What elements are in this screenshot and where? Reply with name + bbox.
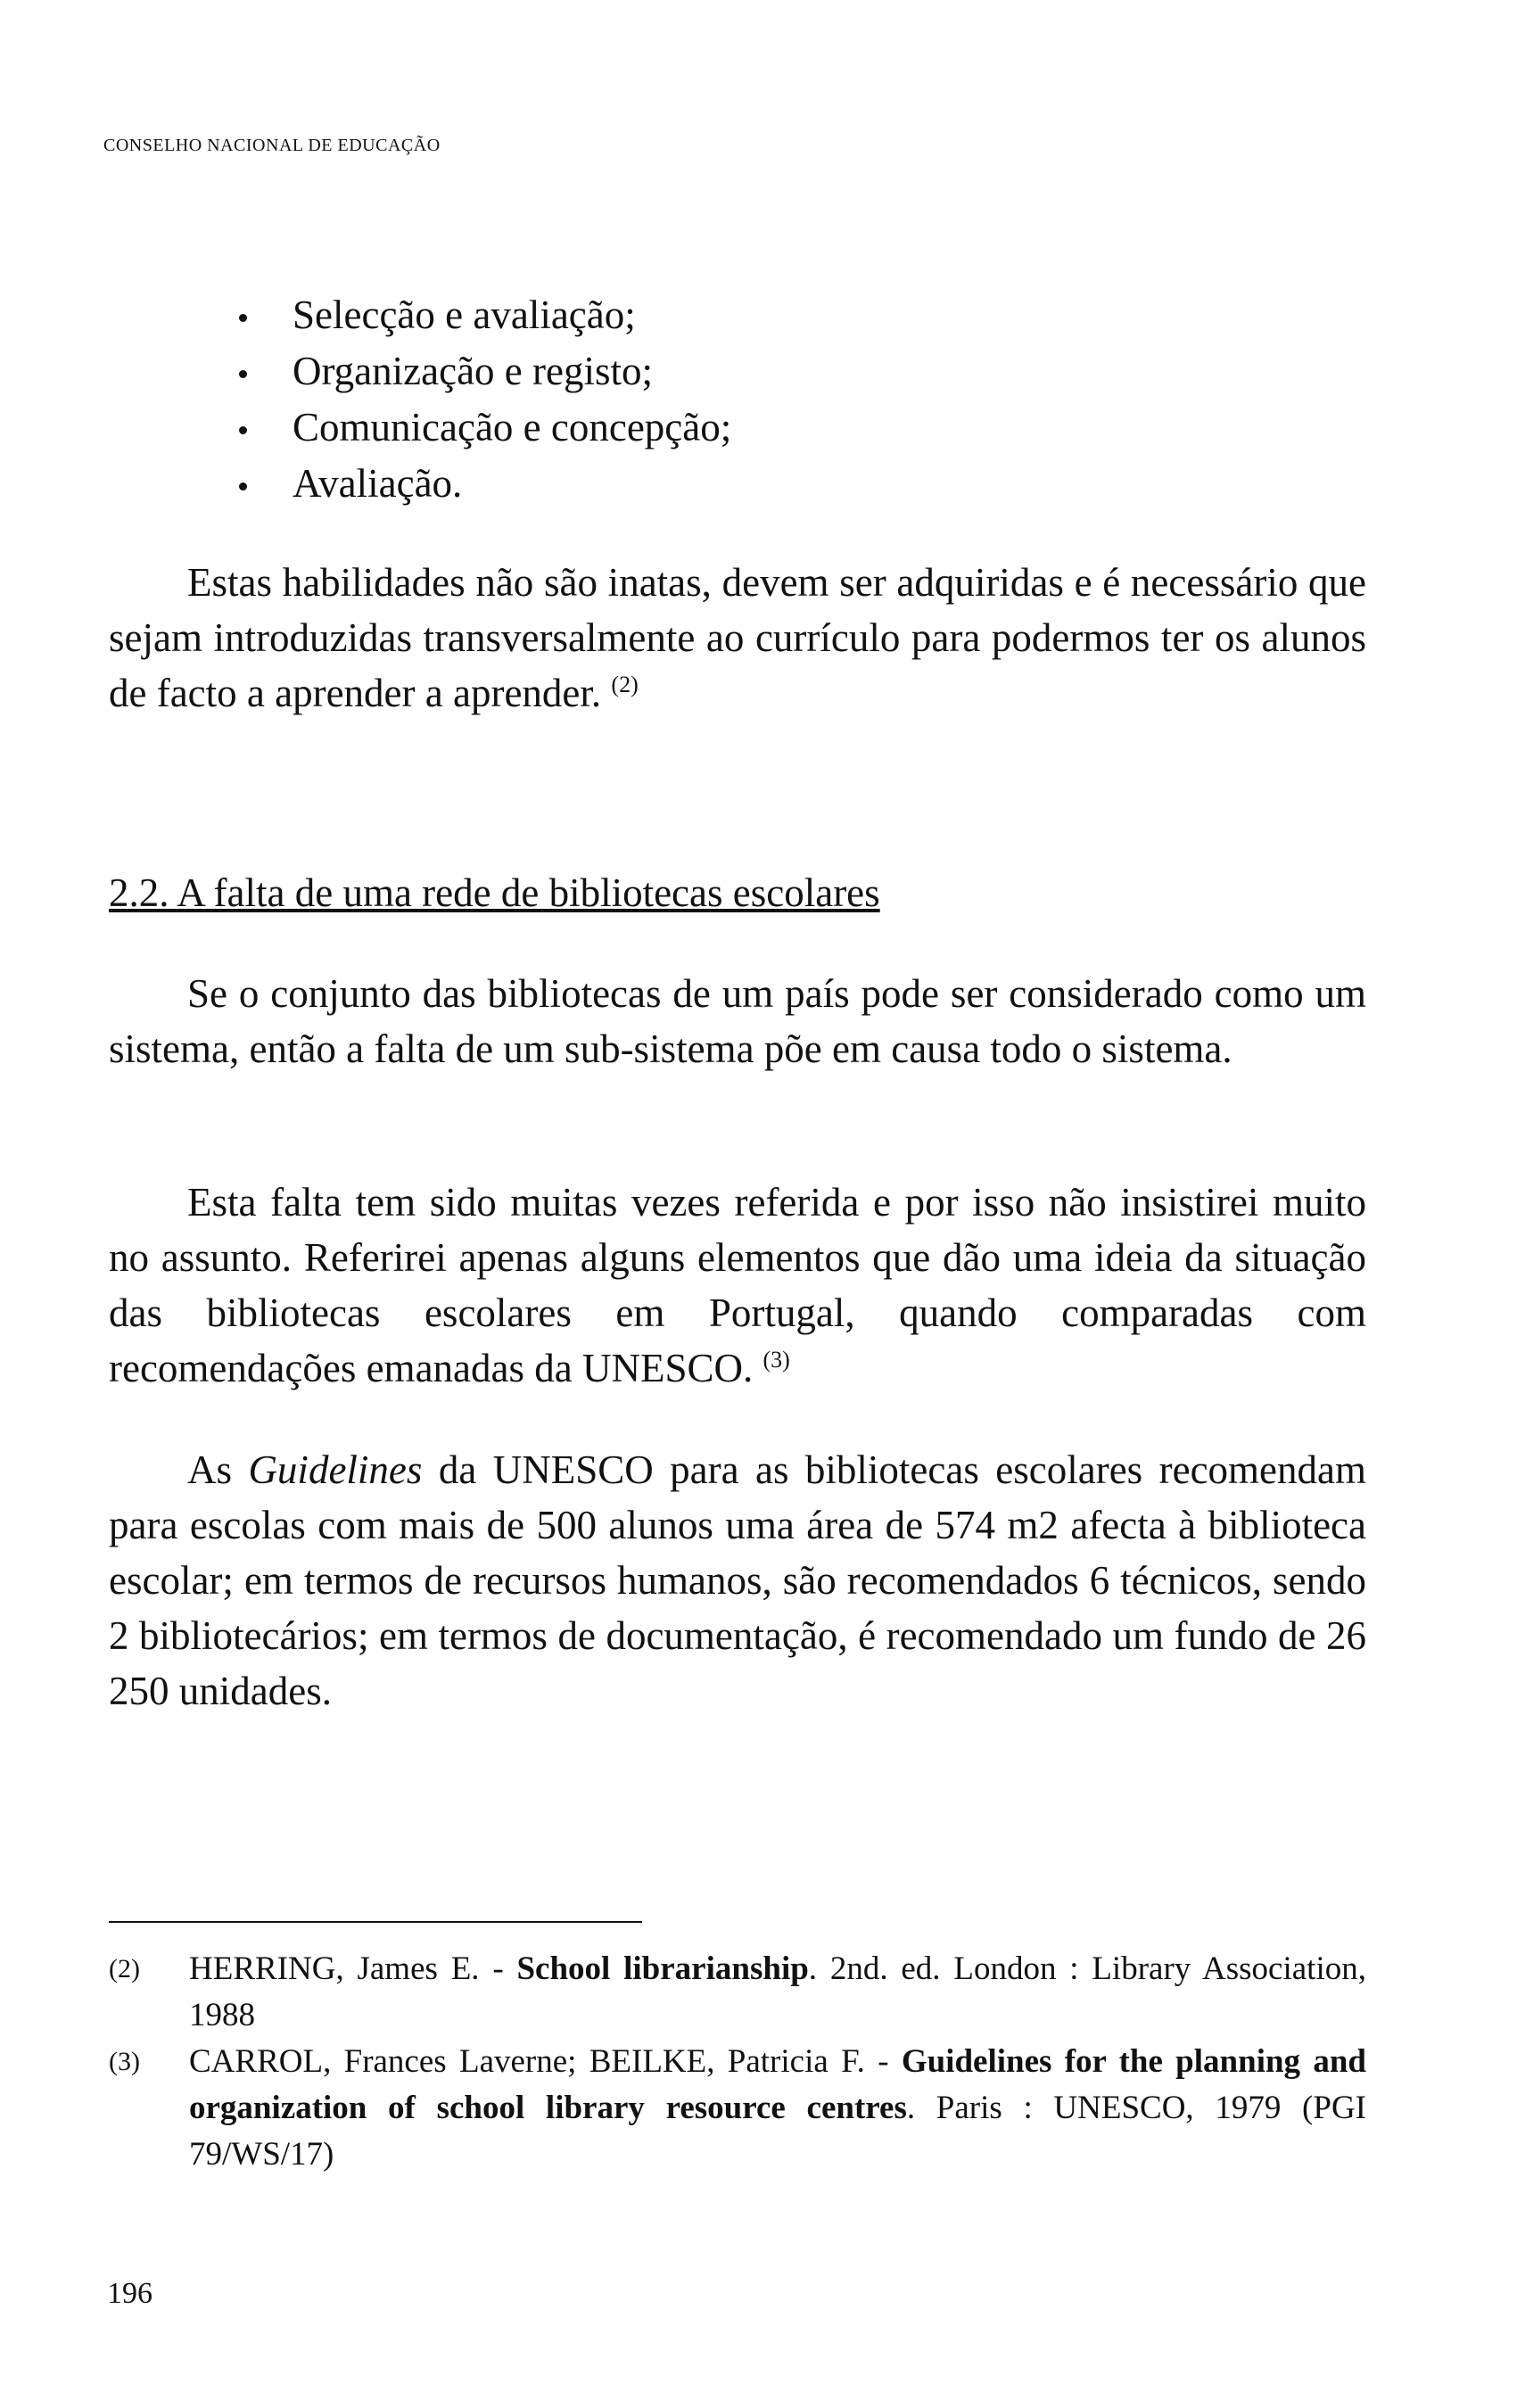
footnote-divider — [109, 1921, 642, 1923]
paragraph-text: Esta falta tem sido muitas vezes referida e por isso não insistirei muito no assunto. Referirei apenas alguns elementos que dão uma ideia da situação das bibliotecas escolares em Portugal, quando comparadas com recomendações emanadas da UNESCO. — [109, 1180, 1366, 1390]
footnote-number: (3) — [109, 2047, 140, 2076]
footnote-publication: . 2nd. ed. London : Library Association, 1988 — [189, 1950, 1366, 2033]
footnote-text — [189, 2039, 1366, 2178]
footnote-reference: (3) — [762, 1347, 790, 1373]
paragraph-guidelines — [109, 1442, 1366, 1719]
footnote-authors: HERRING, James E. - — [189, 1950, 517, 1987]
list-item: Comunicação e concepção; — [232, 400, 731, 456]
footnote-number: (2) — [109, 1954, 140, 1983]
italic-term: Guidelines — [248, 1447, 423, 1492]
footnote — [109, 1946, 1366, 2039]
footnote — [109, 2039, 1366, 2178]
section-heading: 2.2. A falta de uma rede de bibliotecas escolares — [109, 870, 880, 915]
footnote-title: School librarianship — [516, 1950, 809, 1987]
page-number: 196 — [107, 2277, 152, 2310]
bullet-list — [232, 287, 731, 512]
paragraph-text: Estas habilidades não são inatas, devem ser adquiridas e é necessário que sejam introduzidas transversalmente ao currículo para podermos ter os alunos de facto a aprender a aprender. — [109, 560, 1366, 715]
footnote-authors: CARROL, Frances Laverne; BEILKE, Patricia F. - — [189, 2043, 902, 2080]
footnote-title: Guidelines for the planning and organization of school library resource centres — [189, 2043, 1366, 2126]
footnote-reference: (2) — [611, 672, 639, 697]
footnote-publication: . Paris : UNESCO, 1979 (PGI 79/WS/17) — [189, 2090, 1366, 2173]
running-header: CONSELHO NACIONAL DE EDUCAÇÃO — [103, 136, 441, 155]
paragraph-text-prefix: As — [187, 1447, 249, 1492]
list-item: Selecção e avaliação; — [232, 287, 731, 343]
list-item: Avaliação. — [232, 456, 731, 512]
paragraph-text-suffix: da UNESCO para as bibliotecas escolares recomendam para escolas com mais de 500 alunos uma área de 574 m2 afecta à biblioteca escolar; em termos de recursos humanos, são recomendados 6 técnicos, sendo 2 bibliotecários; em termos de documentação, é recomendado um fundo de 26 250 unidades. — [109, 1447, 1366, 1713]
paragraph-unesco-comparison — [109, 1175, 1366, 1396]
list-item: Organização e registo; — [232, 343, 731, 400]
footnote-text — [189, 1946, 1366, 2039]
paragraph-skills — [109, 555, 1366, 721]
paragraph-system: Se o conjunto das bibliotecas de um país pode ser considerado como um sistema, então a falta de um sub-sistema põe em causa todo o sistema. — [109, 971, 1366, 1071]
